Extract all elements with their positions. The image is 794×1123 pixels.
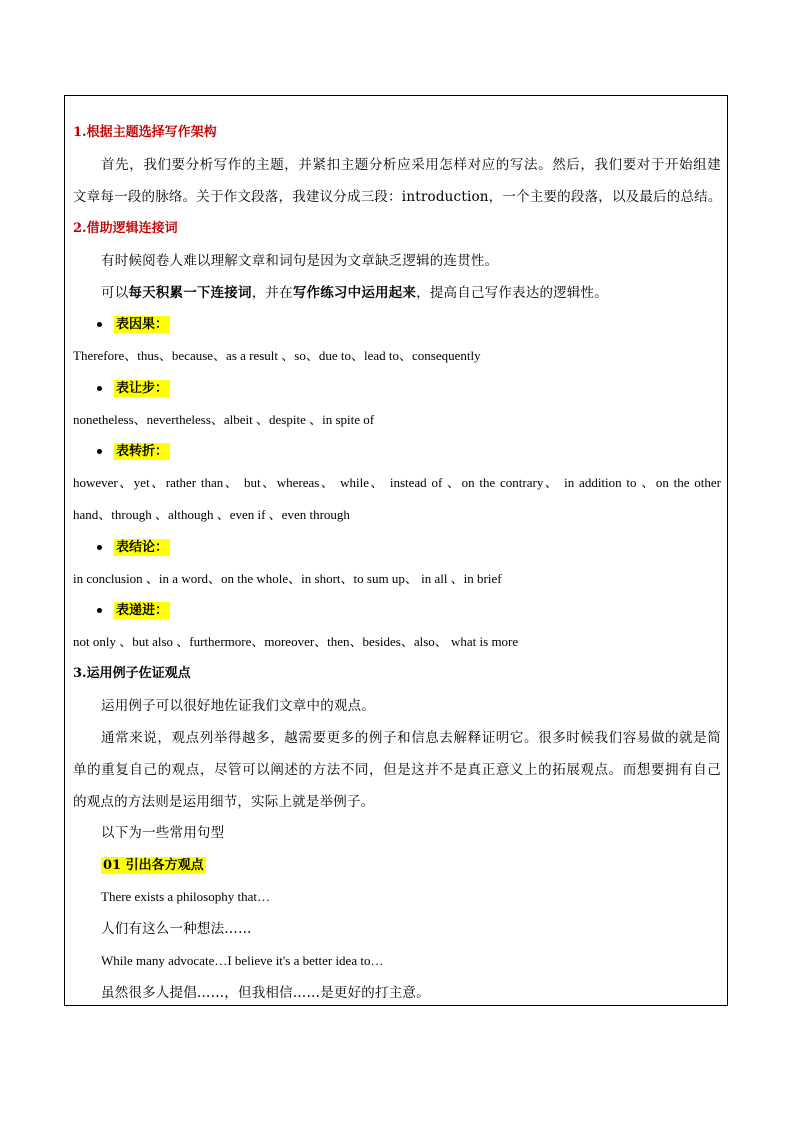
- category-concession-words: nonetheless、nevertheless、albeit 、despite 、in spite of: [73, 412, 375, 427]
- category-cause-effect-label: [97, 315, 170, 334]
- section-3-paragraph-2-line-3: 的观点的方法则是运用细节，实际上就是举例子。: [73, 794, 375, 810]
- emphasis-daily-connectives: 每天积累一下连接词: [128, 285, 252, 301]
- section-1-paragraph-line-1: 首先，我们要分析写作的主题，并紧扣主题分析应采用怎样对应的写法。然后，我们要对于开始组建: [101, 157, 721, 173]
- highlight-label: 表递进：: [116, 603, 169, 618]
- section-2-paragraph-2: [101, 284, 608, 302]
- section-3-paragraph-2-line-1: 通常来说，观点列举得越多，越需要更多的例子和信息去解释证明它。很多时候我们容易做的就是简: [101, 730, 721, 746]
- section-2-heading: 2.借助逻辑连接词: [73, 221, 178, 236]
- section-1-paragraph-line-2: 文章每一段的脉络。关于作文段落，我建议分成三段：introduction，一个主要的段落，以及最后的总结。: [73, 189, 722, 205]
- category-progression-words: not only 、but also 、furthermore、moreover、then、besides、also、 what is more: [73, 634, 519, 649]
- category-progression-label: [97, 601, 170, 620]
- highlight-label: 表转折：: [116, 444, 169, 459]
- bullet-icon: [97, 386, 102, 391]
- bullet-icon: [97, 449, 102, 454]
- highlight-label: 01 引出各方观点: [103, 858, 204, 873]
- text-run: ，并在: [251, 285, 293, 301]
- example-2-english: While many advocate…I believe it's a better idea to…: [101, 953, 384, 968]
- example-1-chinese: 人们有这么一种想法……: [101, 921, 252, 937]
- section-3-paragraph-1: 运用例子可以很好地佐证我们文章中的观点。: [101, 698, 375, 714]
- category-concession-label: [97, 379, 170, 398]
- highlight-label: 表让步：: [116, 381, 169, 396]
- category-contrast-words-line-1: however、yet、rather than、 but、whereas、 while、 instead of 、on the contrary、 in addition to 、on the other: [73, 475, 721, 490]
- content-frame: [64, 95, 728, 1006]
- example-1-english: There exists a philosophy that…: [101, 889, 270, 904]
- bullet-icon: [97, 608, 102, 613]
- text-run: ，提高自己写作表达的逻辑性。: [416, 285, 608, 301]
- highlight-label: 表结论：: [116, 540, 169, 555]
- section-3-paragraph-3: 以下为一些常用句型: [101, 825, 225, 841]
- section-3-paragraph-2-line-2: 单的重复自己的观点，尽管可以阐述的方法不同，但是这并不是真正意义上的拓展观点。而想要拥有自己: [73, 762, 721, 778]
- category-cause-effect-words: Therefore、thus、because、as a result 、so、due to、lead to、consequently: [73, 348, 481, 363]
- category-conclusion-label: [97, 538, 170, 557]
- bullet-icon: [97, 322, 102, 327]
- category-contrast-label: [97, 442, 170, 461]
- section-3-heading: 3.运用例子佐证观点: [73, 666, 191, 681]
- subsection-01-label: [101, 856, 206, 875]
- highlight-label: 表因果：: [116, 317, 169, 332]
- section-2-paragraph-1: 有时候阅卷人难以理解文章和词句是因为文章缺乏逻辑的连贯性。: [101, 253, 499, 269]
- text-run: 可以: [101, 285, 129, 301]
- category-contrast-words-line-2: hand、through 、although 、even if 、even through: [73, 507, 350, 522]
- section-1-heading: 1.根据主题选择写作架构: [73, 125, 217, 140]
- bullet-icon: [97, 545, 102, 550]
- category-conclusion-words: in conclusion 、in a word、on the whole、in short、to sum up、 in all 、in brief: [73, 571, 502, 586]
- emphasis-practice-use: 写作练习中运用起来: [292, 285, 417, 301]
- example-2-chinese: 虽然很多人提倡……，但我相信……是更好的打主意。: [101, 985, 430, 1001]
